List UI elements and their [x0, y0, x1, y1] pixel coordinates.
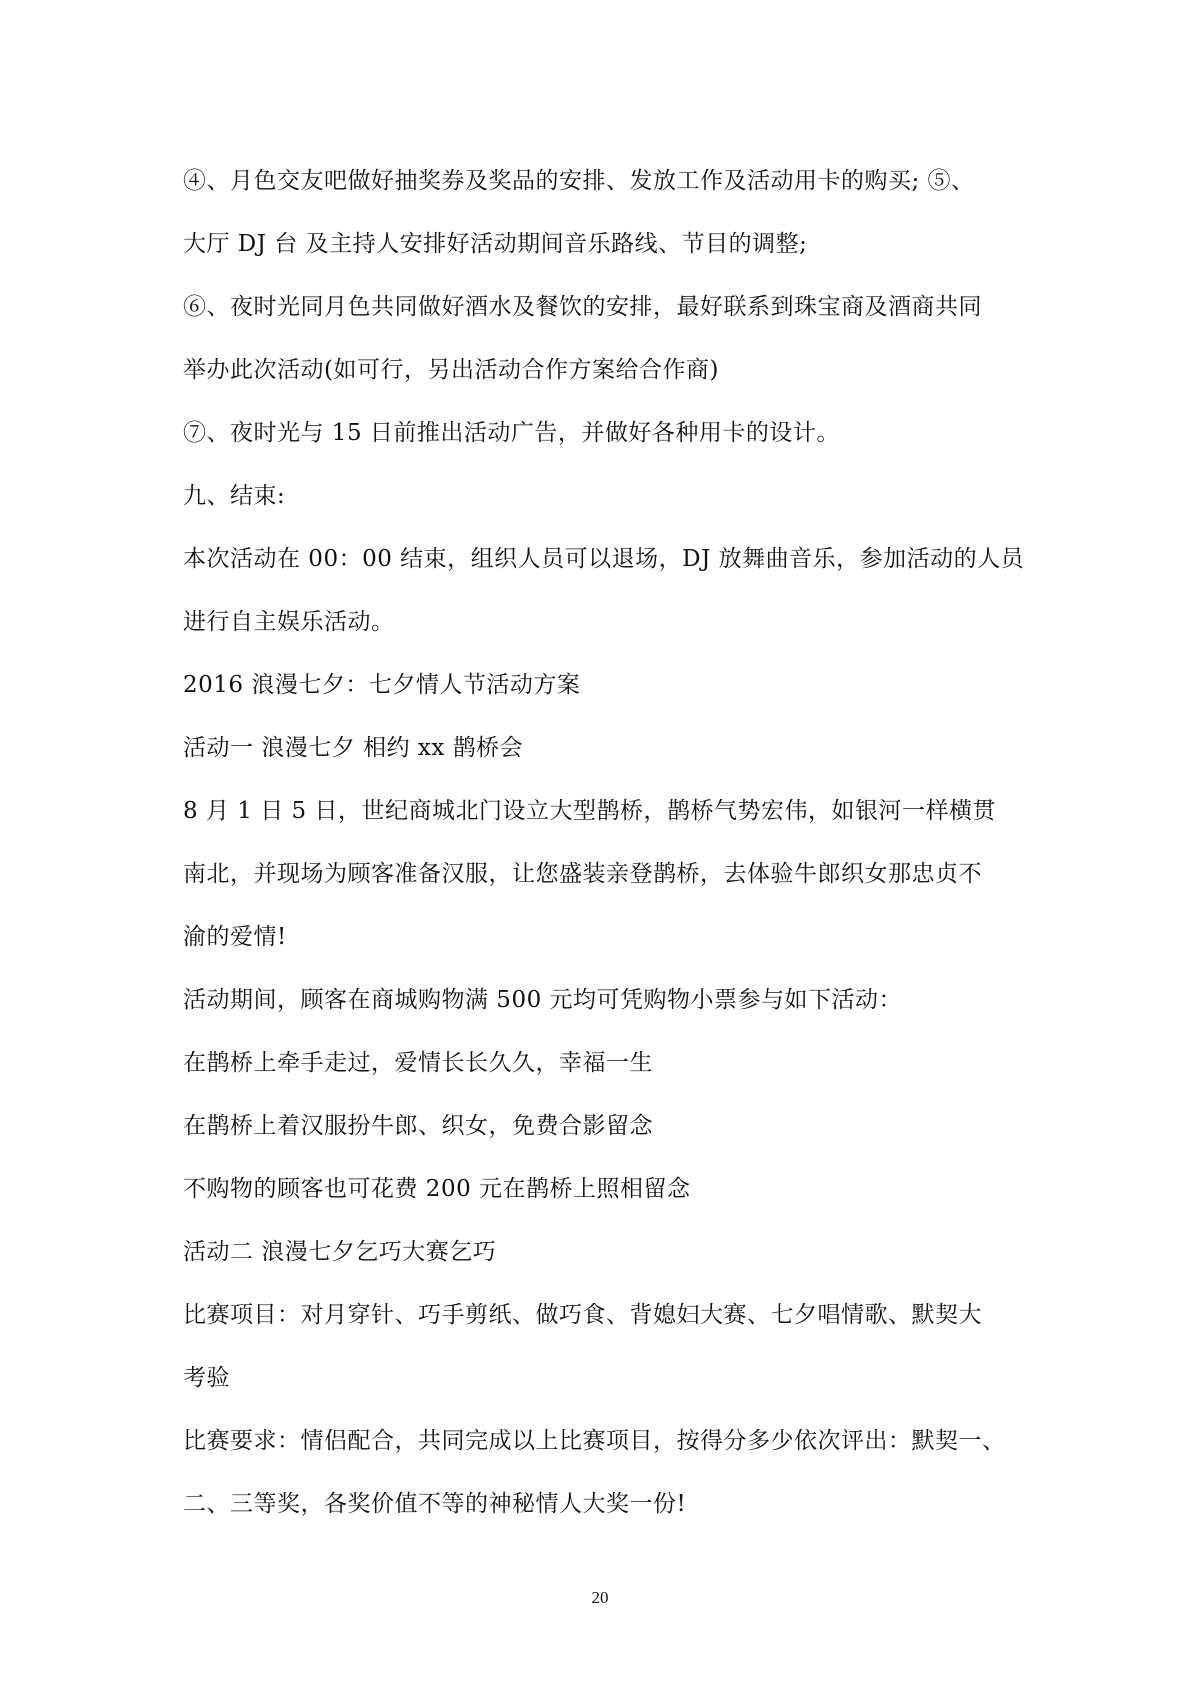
- text-line: 大厅 DJ 台 及主持人安排好活动期间音乐路线、节目的调整;: [183, 231, 808, 257]
- document-subtitle: 2016 浪漫七夕：七夕情人节活动方案: [183, 672, 581, 698]
- text-line: 考验: [183, 1365, 230, 1391]
- page-number: 20: [591, 1588, 609, 1607]
- body-text: [183, 150, 1023, 1536]
- text-line: ⑦、夜时光与 15 日前推出活动广告，并做好各种用卡的设计。: [183, 420, 840, 446]
- text-line: 二、三等奖，各奖价值不等的神秘情人大奖一份!: [183, 1491, 687, 1517]
- text-line: 8 月 1 日 5 日，世纪商城北门设立大型鹊桥，鹊桥气势宏伟，如银河一样横贯: [183, 798, 996, 824]
- activity-heading: 活动二 浪漫七夕乞巧大赛乞巧: [183, 1239, 497, 1265]
- text-line: 举办此次活动(如可行，另出活动合作方案给合作商): [183, 357, 719, 383]
- text-line: 比赛项目：对月穿针、巧手剪纸、做巧食、背媳妇大赛、七夕唱情歌、默契大: [183, 1302, 982, 1328]
- text-line: 进行自主娱乐活动。: [183, 609, 395, 635]
- list-item: 在鹊桥上牵手走过，爱情长长久久，幸福一生: [183, 1050, 653, 1076]
- text-line: ④、月色交友吧做好抽奖券及奖品的安排、发放工作及活动用卡的购买; ⑤、: [183, 168, 975, 194]
- text-line: 活动期间，顾客在商城购物满 500 元均可凭购物小票参与如下活动：: [183, 987, 903, 1013]
- text-line: ⑥、夜时光同月色共同做好酒水及餐饮的安排，最好联系到珠宝商及酒商共同: [183, 294, 982, 320]
- text-line: 南北，并现场为顾客准备汉服，让您盛装亲登鹊桥，去体验牛郎织女那忠贞不: [183, 861, 982, 887]
- text-line: 比赛要求：情侣配合，共同完成以上比赛项目，按得分多少依次评出：默契一、: [183, 1428, 1006, 1454]
- activity-heading: 活动一 浪漫七夕 相约 xx 鹊桥会: [183, 735, 524, 761]
- list-item: 不购物的顾客也可花费 200 元在鹊桥上照相留念: [183, 1176, 691, 1202]
- list-item: 在鹊桥上着汉服扮牛郎、织女，免费合影留念: [183, 1113, 653, 1139]
- text-line: 本次活动在 00：00 结束，组织人员可以退场，DJ 放舞曲音乐，参加活动的人员: [183, 546, 1025, 572]
- text-line: 渝的爱情!: [183, 924, 287, 950]
- section-heading: 九、结束:: [183, 483, 286, 509]
